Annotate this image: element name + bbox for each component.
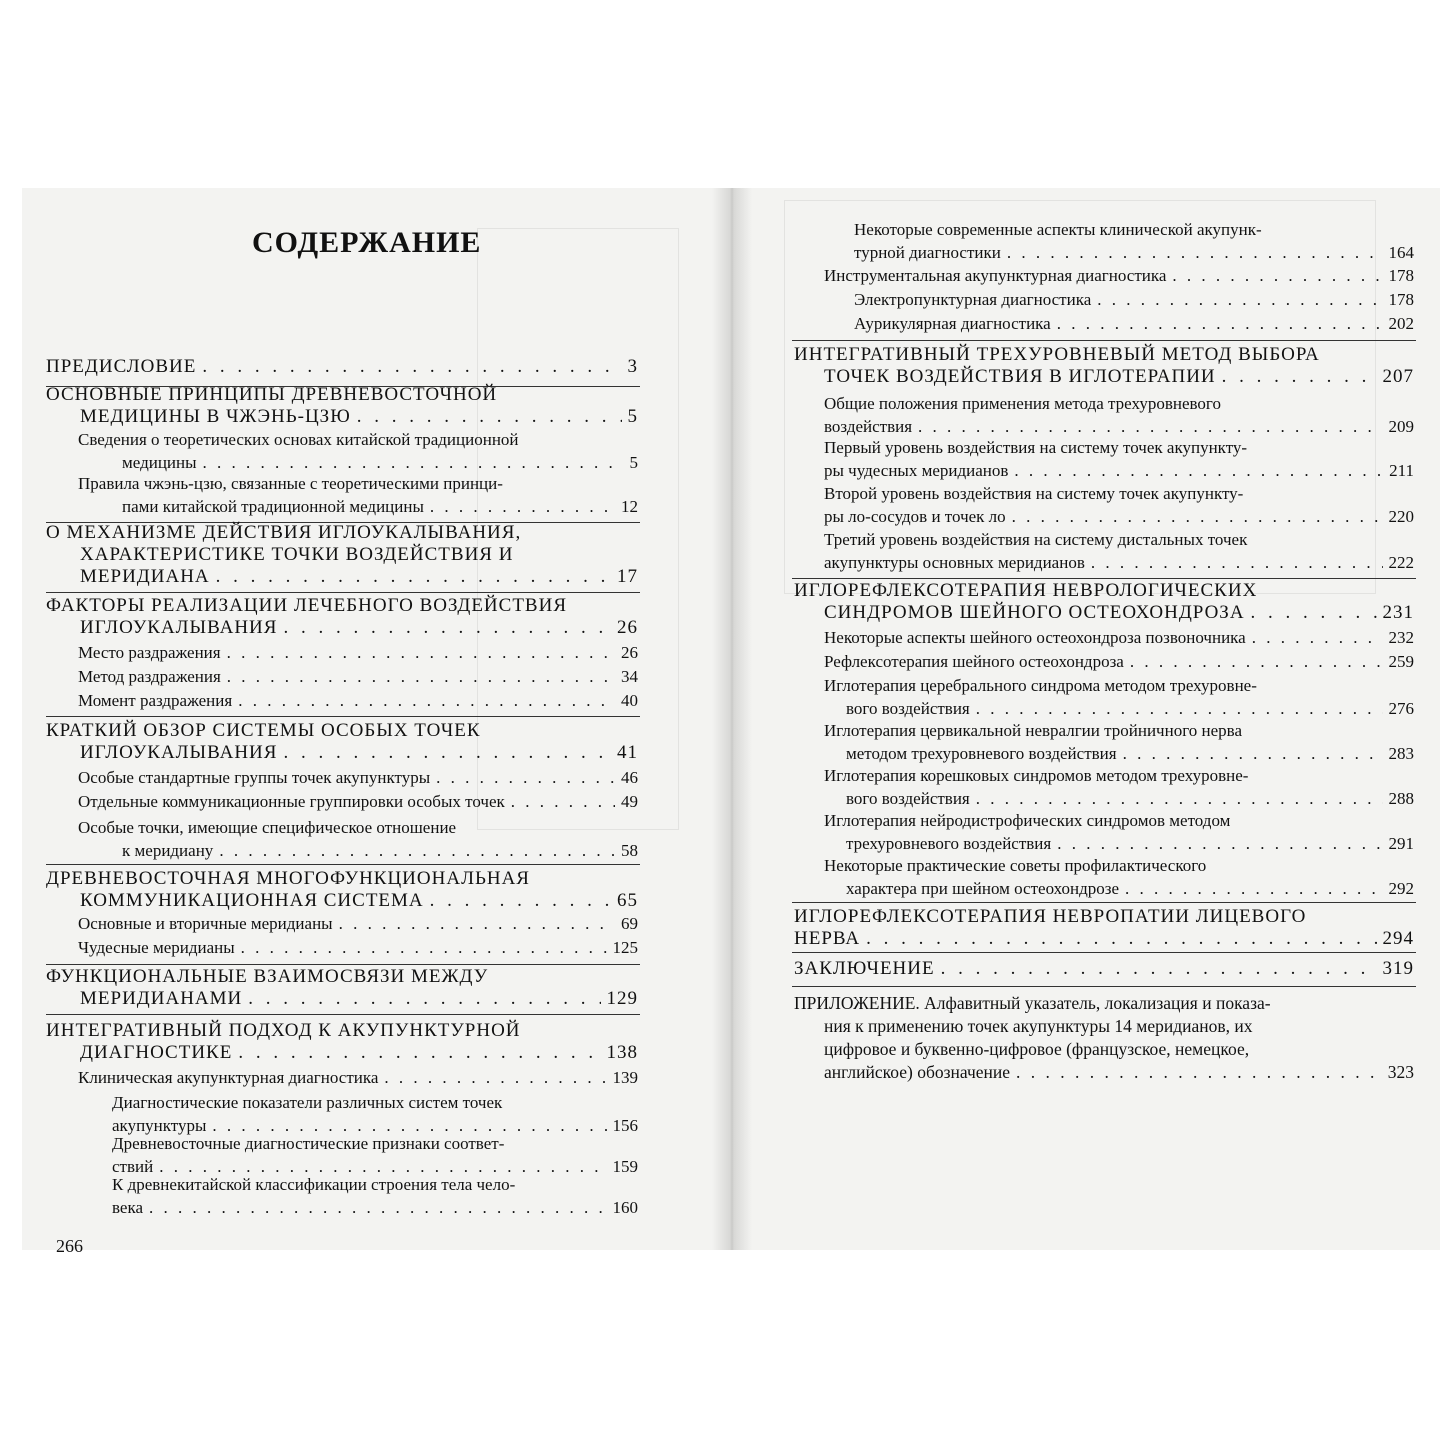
toc-entry <box>78 472 638 518</box>
toc-entry-text: ры чудесных меридианов <box>824 461 1009 480</box>
page-number: 159 <box>612 1157 638 1176</box>
dot-leader <box>1252 626 1383 649</box>
toc-entry <box>112 1173 638 1219</box>
toc-entry <box>46 1020 638 1064</box>
dot-leader <box>1172 264 1382 287</box>
toc-entry <box>46 522 638 588</box>
dot-leader <box>976 787 1383 810</box>
toc-entry-line: Первый уровень воздействия на систему точек акупункту- <box>824 438 1248 457</box>
toc-entry-line: Второй уровень воздействия на систему точек акупункту- <box>824 484 1244 503</box>
page-number: 34 <box>621 667 638 686</box>
dot-leader <box>202 356 621 378</box>
dot-leader <box>1097 288 1382 311</box>
toc-entry <box>824 674 1414 720</box>
toc-entry-text: Особые стандартные группы точек акупунктуры <box>78 768 431 787</box>
dot-leader <box>1251 602 1377 624</box>
toc-entry-line: ФАКТОРЫ РЕАЛИЗАЦИИ ЛЕЧЕБНОГО ВОЗДЕЙСТВИЯ <box>46 595 567 616</box>
toc-entry-text: Некоторые аспекты шейного остеохондроза позвоночника <box>824 628 1246 647</box>
toc-entry <box>46 384 638 428</box>
section-rule <box>46 964 640 965</box>
toc-entry <box>78 912 638 935</box>
toc-entry <box>824 264 1414 287</box>
page-number: 283 <box>1388 744 1414 763</box>
toc-entry-text: Метод раздражения <box>78 667 221 686</box>
page-number: 232 <box>1388 628 1414 647</box>
dot-leader <box>238 689 615 712</box>
toc-entry-text: акупунктуры основных меридианов <box>824 553 1085 572</box>
left-page <box>22 188 722 1256</box>
dot-leader <box>511 790 615 813</box>
toc-entry <box>46 720 638 764</box>
page-number: 129 <box>606 988 638 1009</box>
dot-leader <box>866 928 1376 950</box>
toc-entry-text: Электропунктурная диагностика <box>854 290 1092 309</box>
toc-entry-line: Общие положения применения метода трехуровневого <box>824 394 1221 413</box>
toc-entry <box>824 854 1414 900</box>
dot-leader <box>941 958 1377 980</box>
page-number: 160 <box>612 1198 638 1217</box>
page-number: 12 <box>621 497 638 516</box>
toc-entry <box>78 428 638 474</box>
page-number: 17 <box>617 566 638 587</box>
section-rule <box>792 340 1416 341</box>
page-number: 41 <box>617 742 638 763</box>
toc-entry-text: Момент раздражения <box>78 691 233 710</box>
toc-entry-text: английское) обозначение <box>824 1062 1011 1082</box>
page-number: 178 <box>1388 290 1414 309</box>
toc-entry <box>824 528 1414 574</box>
toc-entry-text: Рефлексотерапия шейного остеохондроза <box>824 652 1124 671</box>
section-rule <box>792 578 1416 579</box>
toc-entry-text: Аурикулярная диагностика <box>854 314 1051 333</box>
toc-entry-line: ния к применению точек акупунктуры 14 меридианов, их <box>824 1016 1253 1036</box>
dot-leader <box>1125 877 1382 900</box>
toc-entry <box>824 764 1414 810</box>
page-number: 292 <box>1388 879 1414 898</box>
page-number: 202 <box>1388 314 1414 333</box>
toc-entry-text: Инструментальная акупунктурная диагностика <box>824 266 1167 285</box>
dot-leader <box>216 566 611 588</box>
page-number: 207 <box>1382 366 1414 387</box>
toc-entry-text: трехуровневого воздействия <box>846 834 1052 853</box>
toc-entry <box>46 966 638 1010</box>
dot-leader <box>436 766 615 789</box>
toc-entry-line: К древнекитайской классификации строения тела чело- <box>112 1175 516 1194</box>
page-number: 209 <box>1388 417 1414 436</box>
toc-entry <box>794 344 1414 388</box>
toc-entry <box>824 626 1414 649</box>
toc-entry-text: МЕДИЦИНЫ В ЧЖЭНЬ-ЦЗЮ <box>80 406 351 427</box>
dot-leader <box>1016 1061 1382 1084</box>
dot-leader <box>219 839 615 862</box>
page-number: 323 <box>1387 1062 1414 1082</box>
page-number: 231 <box>1382 602 1414 623</box>
toc-entry <box>78 665 638 688</box>
toc-entry-text: СИНДРОМОВ ШЕЙНОГО ОСТЕОХОНДРОЗА <box>824 602 1245 623</box>
section-rule <box>46 716 640 717</box>
toc-entry-text: века <box>112 1198 144 1217</box>
toc-entry <box>78 1066 638 1089</box>
toc-entry-text: Отдельные коммуникационные группировки особых точек <box>78 792 505 811</box>
section-rule <box>46 1014 640 1015</box>
page-number: 222 <box>1388 553 1414 572</box>
dot-leader <box>430 890 611 912</box>
toc-entry <box>824 650 1414 673</box>
toc-entry-line: Сведения о теоретических основах китайской традиционной <box>78 430 519 449</box>
page-number: 288 <box>1388 789 1414 808</box>
toc-entry-text: характера при шейном остеохондрозе <box>846 879 1120 898</box>
toc-entry-text: Место раздражения <box>78 643 221 662</box>
dot-leader <box>1057 832 1382 855</box>
page-number: 69 <box>621 914 638 933</box>
toc-entry-line: ПРИЛОЖЕНИЕ. Алфавитный указатель, локализация и показа- <box>794 993 1271 1013</box>
toc-entry <box>824 719 1414 765</box>
section-rule <box>792 986 1416 987</box>
page-title: СОДЕРЖАНИЕ <box>252 226 482 259</box>
toc-entry-text: ИГЛОУКАЛЫВАНИЯ <box>80 742 278 763</box>
toc-entry-line: ИНТЕГРАТИВНЫЙ ТРЕХУРОВНЕВЫЙ МЕТОД ВЫБОРА <box>794 344 1320 365</box>
page-number: 291 <box>1388 834 1414 853</box>
page-number: 125 <box>612 938 638 957</box>
toc-entry-text: КОММУНИКАЦИОННАЯ СИСТЕМА <box>80 890 424 911</box>
dot-leader <box>227 641 615 664</box>
page-number: 26 <box>617 617 638 638</box>
dot-leader <box>1057 312 1383 335</box>
toc-entry <box>824 392 1414 438</box>
toc-entry <box>794 958 1414 980</box>
toc-entry-text: акупунктуры <box>112 1116 207 1135</box>
toc-entry <box>78 689 638 712</box>
toc-entry-text: ИГЛОУКАЛЫВАНИЯ <box>80 617 278 638</box>
page-number: 319 <box>1382 958 1414 979</box>
toc-entry <box>112 1132 638 1178</box>
toc-entry-line: ФУНКЦИОНАЛЬНЫЕ ВЗАИМОСВЯЗИ МЕЖДУ <box>46 966 489 987</box>
page-number: 156 <box>612 1116 638 1135</box>
toc-entry-text: Клиническая акупунктурная диагностика <box>78 1068 379 1087</box>
toc-entry-line: ХАРАКТЕРИСТИКЕ ТОЧКИ ВОЗДЕЙСТВИЯ И <box>80 544 514 565</box>
page-number: 294 <box>1382 928 1414 949</box>
toc-entry-text: МЕРИДИАНА <box>80 566 210 587</box>
dot-leader <box>227 665 615 688</box>
dot-leader <box>238 1042 600 1064</box>
toc-entry-line: ДРЕВНЕВОСТОЧНАЯ МНОГОФУНКЦИОНАЛЬНАЯ <box>46 868 530 889</box>
toc-entry-line: ИГЛОРЕФЛЕКСОТЕРАПИЯ НЕВРОЛОГИЧЕСКИХ <box>794 580 1258 601</box>
toc-entry-text: вого воздействия <box>846 789 970 808</box>
toc-entry-text: воздействия <box>824 417 913 436</box>
toc-entry <box>78 766 638 789</box>
toc-entry-text: к меридиану <box>122 841 214 860</box>
toc-entry-line: ОСНОВНЫЕ ПРИНЦИПЫ ДРЕВНЕВОСТОЧНОЙ <box>46 384 498 405</box>
section-rule <box>46 592 640 593</box>
toc-entry-text: ЗАКЛЮЧЕНИЕ <box>794 958 935 979</box>
toc-entry-line: О МЕХАНИЗМЕ ДЕЙСТВИЯ ИГЛОУКАЛЫВАНИЯ, <box>46 522 522 543</box>
section-rule <box>792 902 1416 903</box>
dot-leader <box>1012 505 1383 528</box>
page-number: 26 <box>621 643 638 662</box>
dot-leader <box>283 617 611 639</box>
page-number: 276 <box>1388 699 1414 718</box>
page-number: 40 <box>621 691 638 710</box>
toc-entry <box>794 580 1414 624</box>
dot-leader <box>976 697 1383 720</box>
page-number: 65 <box>617 890 638 911</box>
toc-entry <box>78 816 638 862</box>
toc-entry-line: Иглотерапия цервикальной невралгии тройничного нерва <box>824 721 1242 740</box>
dot-leader <box>918 415 1382 438</box>
page-folio: 266 <box>56 1236 83 1256</box>
toc-entry-text: турной диагностики <box>854 243 1001 262</box>
toc-entry-text: НЕРВА <box>794 928 861 949</box>
page-number: 164 <box>1388 243 1414 262</box>
toc-entry-text: пами китайской традиционной медицины <box>122 497 424 516</box>
dot-leader <box>430 495 615 518</box>
page-number: 139 <box>612 1068 638 1087</box>
toc-entry <box>46 868 638 912</box>
toc-entry-line: Древневосточные диагностические признаки соответ- <box>112 1134 505 1153</box>
dot-leader <box>1222 366 1377 388</box>
toc-entry <box>112 1091 638 1137</box>
toc-entry <box>824 436 1414 482</box>
toc-entry <box>46 356 638 378</box>
page-number: 220 <box>1388 507 1414 526</box>
toc-entry-line: Иглотерапия нейродистрофических синдромов методом <box>824 811 1231 830</box>
page-number: 178 <box>1388 266 1414 285</box>
toc-entry <box>824 482 1414 528</box>
toc-entry-line: Иглотерапия корешковых синдромов методом трехуровне- <box>824 766 1249 785</box>
dot-leader <box>241 936 607 959</box>
toc-entry-line: Некоторые современные аспекты клинической акупунк- <box>854 220 1262 239</box>
toc-entry-line: ИНТЕГРАТИВНЫЙ ПОДХОД К АКУПУНКТУРНОЙ <box>46 1020 521 1041</box>
page-number: 49 <box>621 792 638 811</box>
toc-entry <box>78 790 638 813</box>
toc-entry-line: КРАТКИЙ ОБЗОР СИСТЕМЫ ОСОБЫХ ТОЧЕК <box>46 720 481 741</box>
toc-entry-text: методом трехуровневого воздействия <box>846 744 1117 763</box>
dot-leader <box>1091 551 1383 574</box>
toc-entry-line: Третий уровень воздействия на систему дистальных точек <box>824 530 1248 549</box>
page-number: 58 <box>621 841 638 860</box>
dot-leader <box>339 912 615 935</box>
toc-entry-text: медицины <box>122 453 197 472</box>
dot-leader <box>1007 241 1383 264</box>
page-number: 138 <box>606 1042 638 1063</box>
toc-entry-text: ТОЧЕК ВОЗДЕЙСТВИЯ В ИГЛОТЕРАПИИ <box>824 366 1216 387</box>
toc-entry-text: ПРЕДИСЛОВИЕ <box>46 356 197 377</box>
toc-entry <box>854 288 1414 311</box>
dot-leader <box>1123 742 1383 765</box>
page-number: 46 <box>621 768 638 787</box>
section-rule <box>792 952 1416 953</box>
toc-entry-line: Особые точки, имеющие специфическое отношение <box>78 818 457 837</box>
dot-leader <box>203 451 624 474</box>
dot-leader <box>283 742 611 764</box>
dot-leader <box>1014 459 1383 482</box>
toc-entry-text: ствий <box>112 1157 154 1176</box>
book-spread <box>22 188 1440 1256</box>
dot-leader <box>384 1066 606 1089</box>
toc-entry-text: Чудесные меридианы <box>78 938 235 957</box>
toc-entry <box>794 992 1414 1084</box>
toc-entry <box>854 218 1414 264</box>
right-page <box>732 188 1440 1250</box>
toc-entry-text: Основные и вторичные меридианы <box>78 914 333 933</box>
section-rule <box>46 864 640 865</box>
toc-entry-line: Диагностические показатели различных систем точек <box>112 1093 503 1112</box>
toc-entry-text: ДИАГНОСТИКЕ <box>80 1042 233 1063</box>
toc-entry <box>794 906 1414 950</box>
toc-entry-line: цифровое и буквенно-цифровое (французское, немецкое, <box>824 1039 1250 1059</box>
page-number: 3 <box>627 356 638 377</box>
toc-entry <box>46 595 638 639</box>
toc-entry-text: МЕРИДИАНАМИ <box>80 988 243 1009</box>
page-number: 5 <box>627 406 638 427</box>
page-number: 259 <box>1388 652 1414 671</box>
toc-entry-line: Правила чжэнь-цзю, связанные с теоретическими принци- <box>78 474 503 493</box>
toc-entry-line: Некоторые практические советы профилактического <box>824 856 1207 875</box>
toc-entry-text: ры ло-сосудов и точек ло <box>824 507 1006 526</box>
page-number: 211 <box>1389 461 1414 480</box>
toc-entry <box>854 312 1414 335</box>
toc-entry-line: Иглотерапия церебрального синдрома методом трехуровне- <box>824 676 1257 695</box>
toc-entry <box>78 936 638 959</box>
dot-leader <box>248 988 600 1010</box>
toc-entry-text: вого воздействия <box>846 699 970 718</box>
toc-entry <box>824 809 1414 855</box>
dot-leader <box>1130 650 1383 673</box>
page-number: 5 <box>629 453 638 472</box>
toc-entry <box>78 641 638 664</box>
dot-leader <box>149 1196 606 1219</box>
dot-leader <box>357 406 622 428</box>
toc-entry-line: ИГЛОРЕФЛЕКСОТЕРАПИЯ НЕВРОПАТИИ ЛИЦЕВОГО <box>794 906 1307 927</box>
